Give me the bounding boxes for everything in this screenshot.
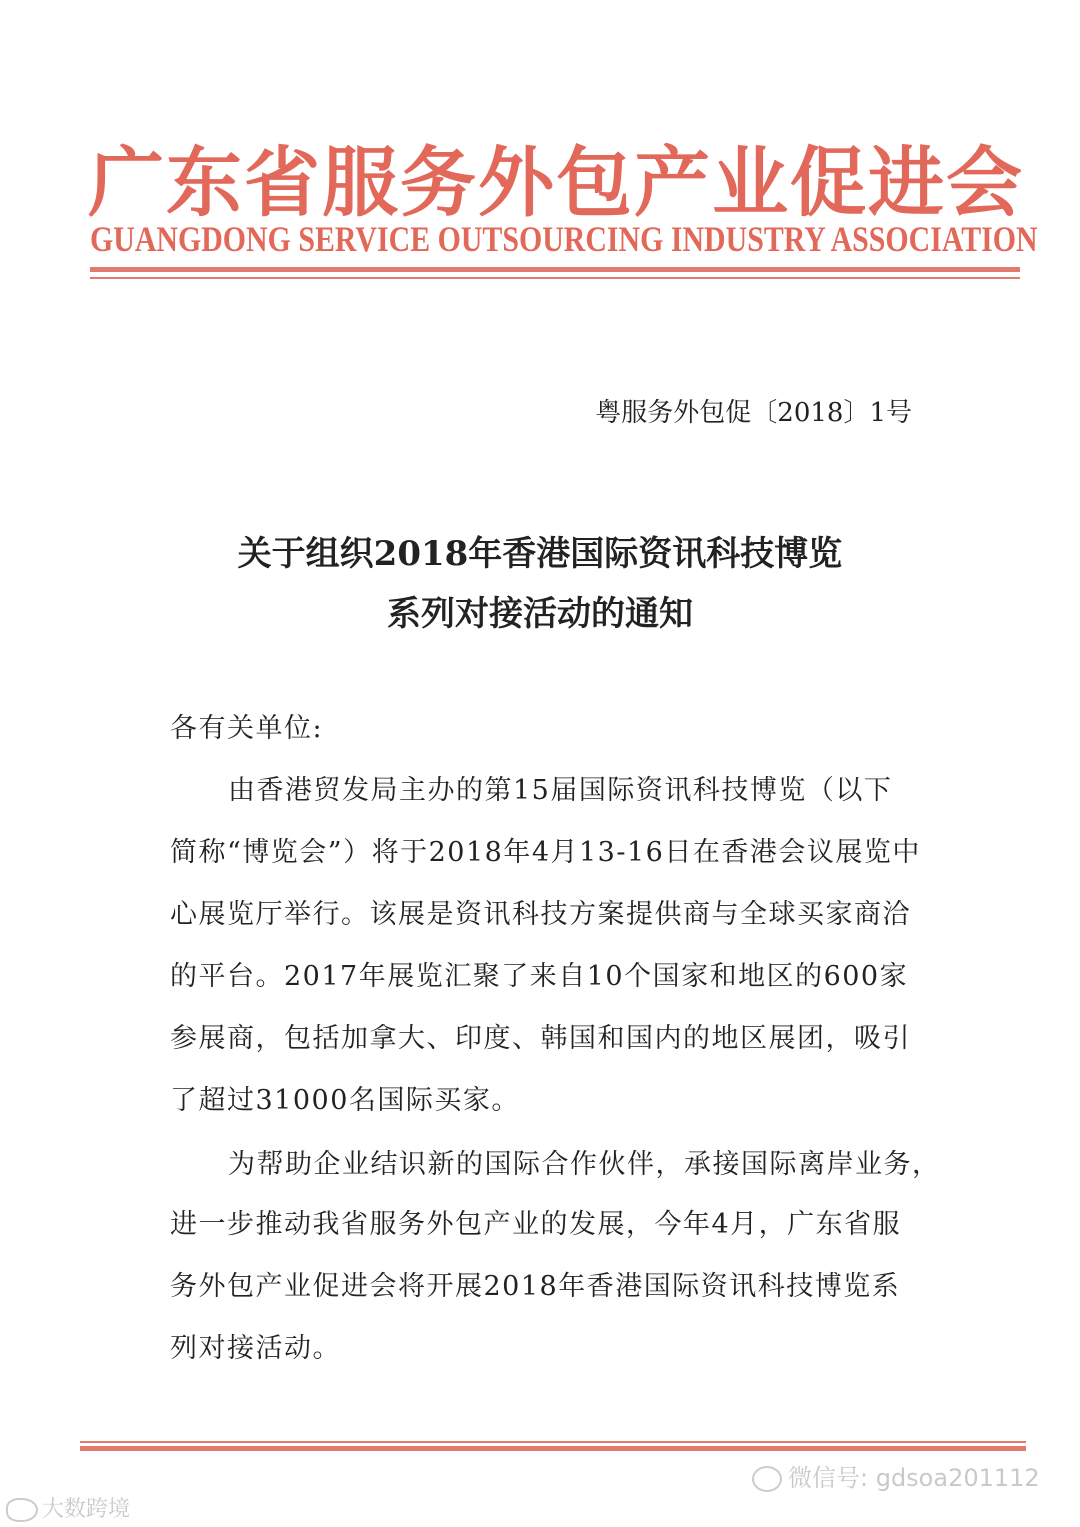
body-line: 参展商，包括加拿大、印度、韩国和国内的地区展团，吸引 — [170, 1023, 911, 1054]
letterhead-rule-thick — [90, 267, 1020, 272]
footer-rule-thick — [80, 1446, 1026, 1451]
body-line: 心展览厅举行。该展是资讯科技方案提供商与全球买家商洽 — [170, 899, 911, 930]
letterhead-rule-thin — [90, 277, 1020, 279]
letterhead-org-name-en: GUANGDONG SERVICE OUTSOURCING INDUSTRY ASSOCIATION — [90, 219, 1038, 259]
wechat-icon — [752, 1466, 782, 1492]
body-line: 简称“博览会”）将于2018年4月13-16日在香港会议展览中 — [170, 837, 921, 868]
wechat-watermark-text: 微信号: gdsoa201112 — [788, 1464, 1040, 1492]
footer-rule-thin — [80, 1441, 1026, 1443]
body-line: 了超过31000名国际买家。 — [170, 1085, 520, 1116]
body-line: 为帮助企业结识新的国际合作伙伴，承接国际离岸业务， — [228, 1149, 941, 1180]
document-title-line-1: 关于组织2018年香港国际资讯科技博览 — [237, 534, 843, 574]
body-line: 的平台。2017年展览汇聚了来自10个国家和地区的600家 — [170, 961, 909, 992]
document-title-line-2: 系列对接活动的通知 — [387, 594, 693, 634]
letterhead-org-name-cn: 广东省服务外包产业促进会 — [88, 138, 1024, 227]
salutation: 各有关单位: — [170, 713, 324, 744]
body-line: 由香港贸发局主办的第15届国际资讯科技博览（以下 — [228, 775, 893, 806]
document-number: 粤服务外包促〔2018〕1号 — [595, 398, 912, 428]
brand-logo-icon — [6, 1498, 38, 1522]
body-line: 列对接活动。 — [170, 1333, 341, 1364]
wechat-watermark — [752, 1458, 1040, 1493]
body-line: 务外包产业促进会将开展2018年香港国际资讯科技博览系 — [170, 1271, 901, 1302]
body-line: 进一步推动我省服务外包产业的发展，今年4月，广东省服 — [170, 1209, 902, 1240]
brand-watermark — [6, 1492, 130, 1523]
brand-watermark-text: 大数跨境 — [42, 1497, 131, 1522]
